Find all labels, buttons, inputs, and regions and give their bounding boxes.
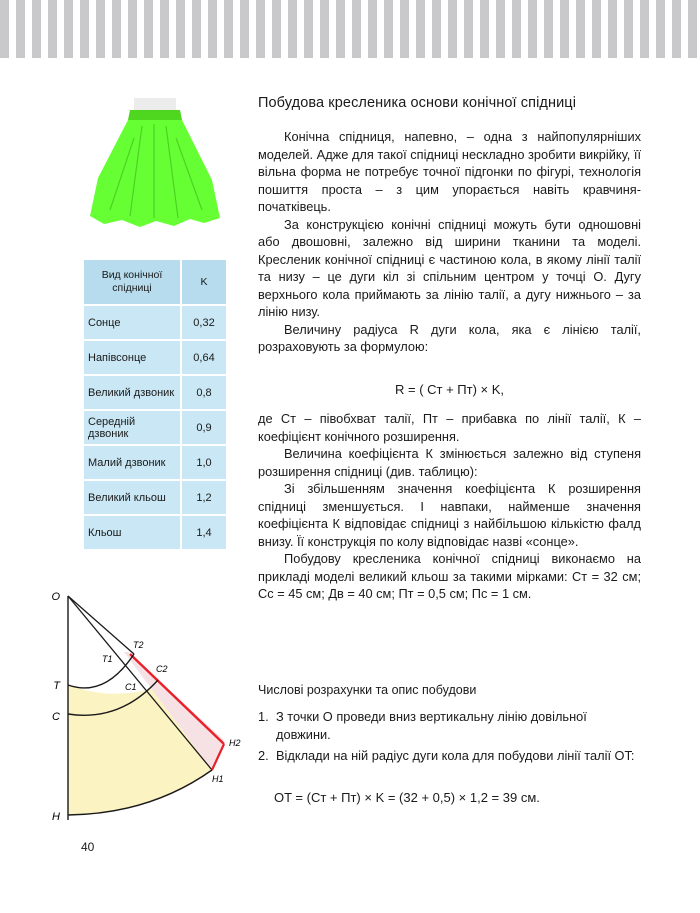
table-header-k: K xyxy=(182,260,226,304)
table-cell-k: 1,4 xyxy=(182,516,226,549)
table-row xyxy=(84,376,226,409)
step-number: 2. xyxy=(258,748,269,763)
table-row xyxy=(84,481,226,514)
paragraph: За конструкцією конічні спідниці можуть бути одношовні або двошовні, залежно від ширини тканини та моделі. Кресленик конічної спідниці є частиною кола, в якому лінії талії та низу – це дуги кіл зі спільним центром у точці O. Дугу верхнього кола приймають за лінію талії, а дугу нижнього – за лінію низу. xyxy=(258,216,641,319)
table-cell-name: Малий дзвоник xyxy=(84,446,180,479)
paragraph: Величину радіуса R дуги кола, яка є лінією талії, розраховують за формулою: xyxy=(258,321,641,354)
table-cell-name: Великий дзвоник xyxy=(84,376,180,409)
paragraph: Побудову кресленика конічної спідниці виконаємо на прикладі моделі великий кльош за такими мірками: Ст = 32 см; Сс = 45 см; Дв = 40 см; Пт = 0,5 см; Пс = 1 см. xyxy=(258,551,641,601)
label-c1: C1 xyxy=(125,682,137,692)
label-t1: T1 xyxy=(102,654,113,664)
table-cell-name: Кльош xyxy=(84,516,180,549)
label-h: H xyxy=(52,811,60,823)
step-number: 1. xyxy=(258,709,269,724)
table-cell-name: Сонце xyxy=(84,306,180,339)
label-t2: T2 xyxy=(133,640,144,650)
table-cell-name: Великий кльош xyxy=(84,481,180,514)
step-text: З точки O проведи вниз вертикальну лінію довільної довжини. xyxy=(276,709,587,742)
label-o: O xyxy=(51,591,60,603)
intro-text xyxy=(258,128,641,356)
body-text xyxy=(258,410,641,603)
k-coefficient-table xyxy=(82,258,228,551)
table-cell-k: 0,64 xyxy=(182,341,226,374)
paragraph: де Ст – півобхват талії, Пт – прибавка по лінії талії, К – коефіцієнт конічного розширення. xyxy=(258,411,641,444)
table-row xyxy=(84,341,226,374)
label-t: T xyxy=(53,680,60,692)
list-item xyxy=(258,747,641,765)
paragraph: Зі збільшенням значення коефіцієнта К розширення спідниці зменшується. І навпаки, найменше значення коефіцієнта К відповідає спідниці з найбільшою кількістю фалд внизу. Її конструкція по колу відповідає назві «сонце». xyxy=(258,481,641,549)
calculations-subheading: Числові розрахунки та опис побудови xyxy=(258,683,477,697)
table-row xyxy=(84,446,226,479)
step-text: Відклади на ній радіус дуги кола для побудови лінії талії OT: xyxy=(276,748,635,763)
table-cell-k: 0,9 xyxy=(182,411,226,444)
skirt-pattern-diagram xyxy=(40,582,255,862)
steps-list xyxy=(258,708,641,769)
table-cell-k: 0,32 xyxy=(182,306,226,339)
table-cell-k: 0,8 xyxy=(182,376,226,409)
section-title: Побудова кресленика основи конічної спідниці xyxy=(258,95,577,111)
label-c2: C2 xyxy=(156,664,168,674)
table-cell-name: Середній дзвоник xyxy=(84,411,180,444)
table-cell-name: Напівсонце xyxy=(84,341,180,374)
paragraph: Конічна спідниця, напевно, – одна з найпопулярніших моделей. Адже для такої спідниці нескладно зробити викрійку, її вільна форма не потребує точної підгонки по фігурі, технологія пошиття проста – з цим упорається навіть кравчиня-початківець. xyxy=(258,129,641,214)
radial-line-t2 xyxy=(68,596,134,654)
table-row xyxy=(84,306,226,339)
label-h2: H2 xyxy=(229,738,241,748)
table-header-type: Вид конічної спідниці xyxy=(84,260,180,304)
table-row xyxy=(84,516,226,549)
table-cell-k: 1,0 xyxy=(182,446,226,479)
list-item xyxy=(258,708,641,743)
skirt-photo xyxy=(82,98,228,240)
page-number: 40 xyxy=(81,840,95,854)
pattern-fill xyxy=(68,685,212,815)
decorative-stripes-header xyxy=(0,0,700,58)
label-h1: H1 xyxy=(212,774,224,784)
label-c: C xyxy=(52,711,60,723)
paragraph: Величина коефіцієнта К змінюється залежно від ступеня розширення спідниці (див. таблицю): xyxy=(258,446,641,479)
ot-formula: OT = (Ст + Пт) × K = (32 + 0,5) × 1,2 = 39 см. xyxy=(274,790,540,805)
table-cell-k: 1,2 xyxy=(182,481,226,514)
table-row xyxy=(84,411,226,444)
radius-formula: R = ( Ст + Пт) × K, xyxy=(394,382,505,397)
